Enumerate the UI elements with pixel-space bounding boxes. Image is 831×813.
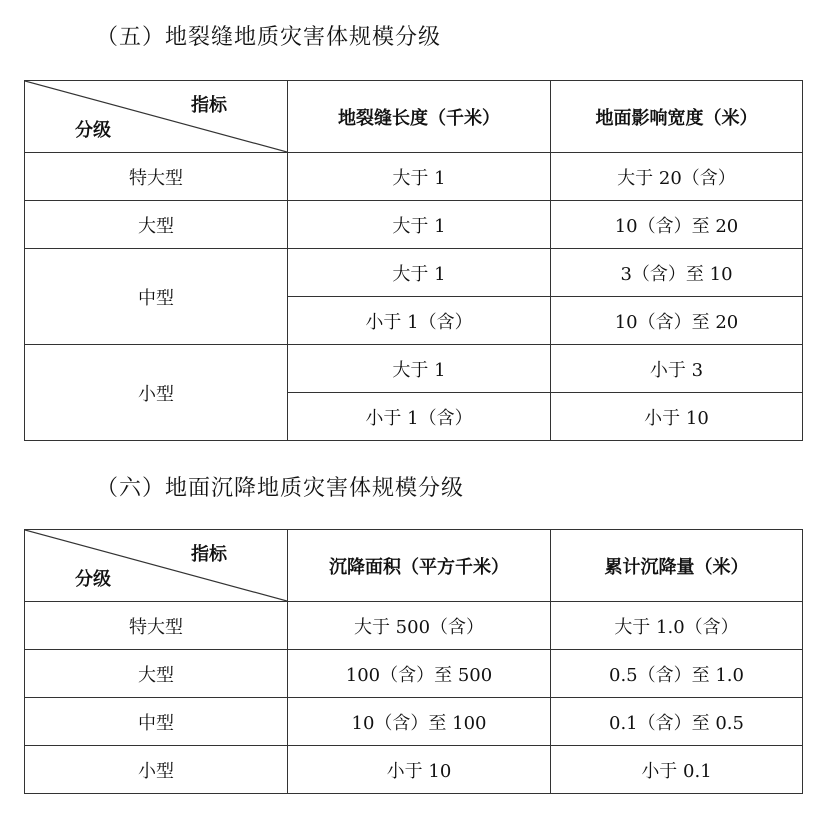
grade-cell: 大型 — [25, 201, 288, 249]
ground-fissure-scale-table — [24, 80, 803, 441]
diagonal-divider — [25, 530, 287, 601]
amount-cell: 小于 0.1 — [551, 746, 803, 794]
indicator-label: 指标 — [191, 95, 227, 116]
column-header-fissure-length: 地裂缝长度（千米） — [288, 81, 551, 153]
width-cell: 10（含）至 20 — [551, 201, 803, 249]
grade-cell: 特大型 — [25, 153, 288, 201]
grade-cell: 小型 — [25, 345, 288, 441]
area-cell: 10（含）至 100 — [288, 698, 551, 746]
table-row — [25, 345, 803, 393]
width-cell: 3（含）至 10 — [551, 249, 803, 297]
amount-cell: 0.1（含）至 0.5 — [551, 698, 803, 746]
length-cell: 小于 1（含） — [288, 297, 551, 345]
land-subsidence-scale-table — [24, 529, 803, 794]
table-row — [25, 650, 803, 698]
column-header-impact-width: 地面影响宽度（米） — [551, 81, 803, 153]
section-title-ground-fissure: （五）地裂缝地质灾害体规模分级 — [96, 25, 442, 50]
length-cell: 大于 1 — [288, 153, 551, 201]
diagonal-header-cell — [25, 530, 288, 602]
width-cell: 小于 3 — [551, 345, 803, 393]
grade-cell: 中型 — [25, 698, 288, 746]
column-header-cumulative-subsidence: 累计沉降量（米） — [551, 530, 803, 602]
grade-cell: 大型 — [25, 650, 288, 698]
amount-cell: 大于 1.0（含） — [551, 602, 803, 650]
grade-cell: 小型 — [25, 746, 288, 794]
diagonal-header-cell — [25, 81, 288, 153]
area-cell: 100（含）至 500 — [288, 650, 551, 698]
width-cell: 10（含）至 20 — [551, 297, 803, 345]
section-title-land-subsidence: （六）地面沉降地质灾害体规模分级 — [96, 476, 465, 501]
table-row — [25, 249, 803, 297]
diagonal-divider — [25, 81, 287, 152]
length-cell: 小于 1（含） — [288, 393, 551, 441]
table-row — [25, 698, 803, 746]
indicator-label: 指标 — [191, 544, 227, 565]
column-header-subsidence-area: 沉降面积（平方千米） — [288, 530, 551, 602]
area-cell: 小于 10 — [288, 746, 551, 794]
table-row — [25, 746, 803, 794]
grade-label: 分级 — [75, 569, 111, 590]
table-row — [25, 602, 803, 650]
length-cell: 大于 1 — [288, 201, 551, 249]
width-cell: 小于 10 — [551, 393, 803, 441]
table-row — [25, 153, 803, 201]
table-row — [25, 201, 803, 249]
grade-cell: 中型 — [25, 249, 288, 345]
grade-cell: 特大型 — [25, 602, 288, 650]
length-cell: 大于 1 — [288, 345, 551, 393]
length-cell: 大于 1 — [288, 249, 551, 297]
grade-label: 分级 — [75, 120, 111, 141]
amount-cell: 0.5（含）至 1.0 — [551, 650, 803, 698]
table-header-row — [25, 530, 803, 602]
width-cell: 大于 20（含） — [551, 153, 803, 201]
table-header-row — [25, 81, 803, 153]
area-cell: 大于 500（含） — [288, 602, 551, 650]
